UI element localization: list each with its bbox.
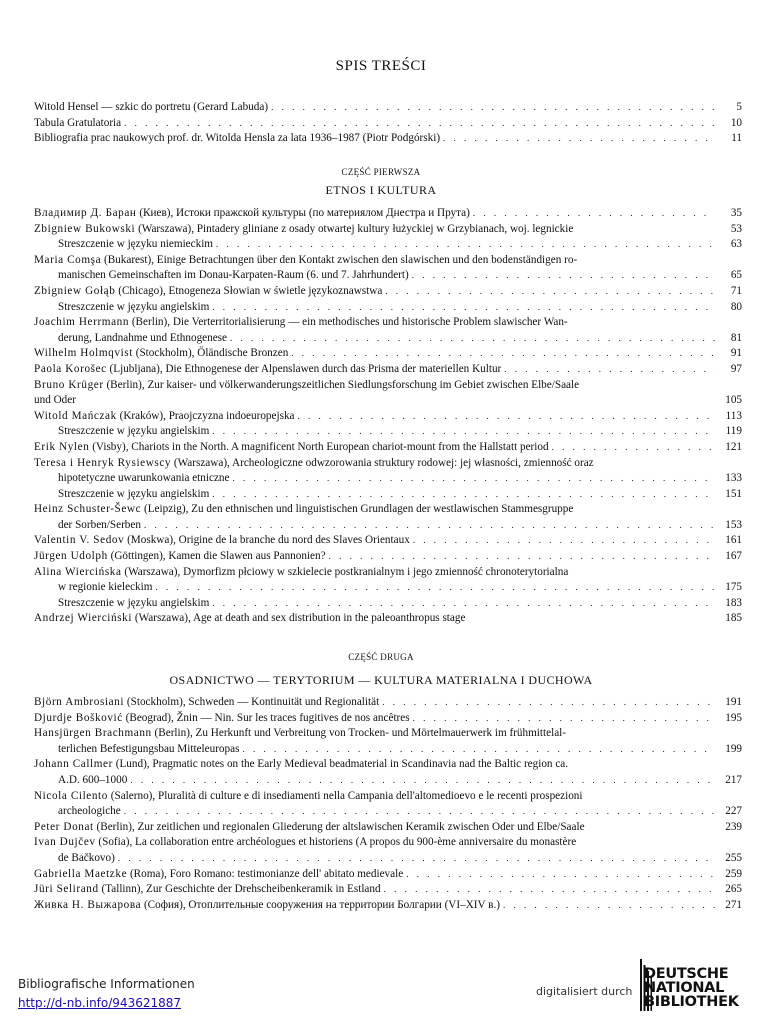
toc-entry-title: Bibliografia prac naukowych prof. dr. Witolda Hensla za lata 1936–1987 (Piotr Podgórski) bbox=[34, 132, 441, 145]
toc-entry bbox=[34, 549, 742, 565]
toc-entry bbox=[34, 711, 742, 727]
toc-entry-author: Valentin V. Sedov bbox=[34, 534, 125, 547]
toc-entry-author: Nicola Cilento bbox=[34, 789, 108, 802]
toc-entry-author: Johann Callmer bbox=[34, 758, 113, 771]
dot-leader bbox=[413, 533, 715, 549]
toc-entry-author: Владимир Д. Баран bbox=[34, 207, 137, 219]
toc-entry-page: 65 bbox=[730, 269, 742, 282]
toc-entry-page: 255 bbox=[725, 851, 742, 864]
toc-entry bbox=[34, 222, 742, 238]
toc-entry-page: 119 bbox=[725, 425, 742, 438]
toc-entry-text bbox=[34, 851, 115, 867]
dot-leader bbox=[503, 898, 715, 914]
toc-entry bbox=[34, 253, 742, 269]
toc-entry-author: Ivan Dujčev bbox=[34, 836, 96, 849]
toc-entry-page: 81 bbox=[730, 331, 742, 344]
toc-entry-title: und Oder bbox=[34, 394, 76, 407]
toc-entry-title: (Berlin), Zu Herkunft und Verbreitung von Trocken- und Mörtelmauerwerk im frühmittelal- bbox=[154, 727, 567, 740]
toc-entry-text bbox=[34, 440, 549, 456]
toc-entry-author: Jüri Selirand bbox=[34, 883, 99, 896]
toc-entry-title: (Roma), Foro Romano: testimonianze dell' abitato medievale bbox=[129, 867, 404, 880]
toc-entry-title: terlichen Befestigungsbau Mitteleuropas bbox=[58, 742, 240, 755]
dnb-link[interactable]: http://d-nb.info/943621887 bbox=[18, 996, 182, 1010]
toc-entry-title: Streszczenie w języku angielskim bbox=[58, 425, 210, 438]
toc-entry-page: 11 bbox=[731, 132, 742, 145]
toc-entry-author: Gabriella Maetzke bbox=[34, 867, 128, 880]
toc-entry-title: archeologiche bbox=[58, 805, 121, 818]
dot-leader bbox=[130, 773, 715, 789]
dot-leader bbox=[124, 804, 715, 820]
toc-entry-text bbox=[34, 378, 718, 394]
toc-entry-title: Witold Hensel — szkic do portretu (Gerard Labuda) bbox=[34, 101, 269, 113]
toc-entry-text bbox=[34, 424, 209, 440]
toc-entry-title: (Киев), Истоки пражской культуры (по материялом Днестра и Прута) bbox=[139, 207, 470, 219]
toc-entry-text bbox=[34, 867, 403, 883]
toc-entry-text bbox=[34, 300, 209, 316]
toc-entry bbox=[34, 471, 742, 487]
toc-entry bbox=[34, 773, 742, 789]
toc-entry bbox=[34, 882, 742, 898]
toc-entry-text bbox=[34, 898, 500, 914]
toc-entry-title: (Chicago), Etnogeneza Słowian w świetle językoznawstwa bbox=[118, 284, 383, 297]
toc-entry-title: (Ljubljana), Die Ethnogenese der Alpenslawen durch das Prisma der materiellen Kultur bbox=[109, 362, 502, 375]
toc-entry bbox=[34, 820, 742, 836]
toc-entry-author: Andrzej Wierciński bbox=[34, 612, 133, 625]
toc-entry bbox=[34, 518, 742, 534]
toc-part-two bbox=[34, 695, 742, 913]
toc-entry-page: 5 bbox=[736, 101, 742, 113]
toc-entry-title: (Leipzig), Zu den ethnischen und linguistischen Grundlagen der westlawischen Stammesgruppe bbox=[143, 503, 574, 516]
toc-entry-page: 183 bbox=[725, 596, 742, 609]
toc-entry-page: 35 bbox=[730, 207, 742, 219]
toc-entry-text bbox=[34, 268, 409, 284]
toc-entry-page: 71 bbox=[730, 284, 742, 297]
toc-entry-page: 175 bbox=[725, 581, 742, 594]
toc-entry-page: 227 bbox=[725, 805, 742, 818]
toc-entry-text bbox=[34, 346, 288, 362]
toc-entry-author: Björn Ambrosiani bbox=[34, 696, 125, 708]
toc-entry bbox=[34, 424, 742, 440]
toc-entry-page: 97 bbox=[730, 362, 742, 375]
toc-entry-page: 151 bbox=[725, 487, 742, 500]
bibliographic-info-label: Bibliografische Informationen bbox=[18, 977, 195, 991]
dot-leader bbox=[443, 131, 715, 147]
dot-leader bbox=[552, 440, 715, 456]
toc-entry-text bbox=[34, 742, 239, 758]
toc-entry-title: (Stockholm), Schweden — Kontinuität und Regionalität bbox=[126, 696, 380, 708]
toc-entry bbox=[34, 456, 742, 472]
toc-entry-title: A.D. 600–1000 bbox=[58, 773, 128, 786]
toc-entry-text bbox=[34, 116, 121, 132]
toc-entry-text bbox=[34, 820, 712, 836]
toc-entry-title: (Warszawa), Dymorfizm płciowy w szkielecie postkranialnym i jego zmienność chronoterytorialna bbox=[124, 565, 569, 578]
toc-entry-text bbox=[34, 611, 712, 627]
toc-entry-text bbox=[34, 565, 718, 581]
toc-entry bbox=[34, 804, 742, 820]
toc-entry-page: 161 bbox=[725, 534, 742, 547]
dot-leader bbox=[384, 882, 715, 898]
toc-entry bbox=[34, 346, 742, 362]
toc-entry-page: 133 bbox=[725, 472, 742, 485]
toc-entry bbox=[34, 851, 742, 867]
toc-entry bbox=[34, 100, 742, 116]
digitized-by-label: digitalisiert durch bbox=[536, 985, 633, 998]
toc-entry-title: (Visby), Chariots in the North. A magnificent North European chariot-mount from the Hallstatt period bbox=[92, 440, 549, 453]
toc-entry-author: Zbigniew Bukowski bbox=[34, 222, 136, 235]
toc-entry-page: 191 bbox=[725, 696, 742, 708]
toc-entry-page: 195 bbox=[725, 711, 742, 724]
toc-entry bbox=[34, 789, 742, 805]
toc-entry-title: (Warszawa), Age at death and sex distribution in the paleoanthropus stage bbox=[134, 612, 466, 625]
toc-entry-page: 167 bbox=[725, 550, 742, 563]
dnb-logo-line: BIBLIOTHEK bbox=[644, 994, 739, 1010]
toc-entry-page: 217 bbox=[725, 773, 742, 786]
toc-entry bbox=[34, 695, 742, 711]
dot-leader bbox=[242, 742, 715, 758]
toc-entry-text bbox=[34, 726, 718, 742]
toc-entry-author: Jürgen Udolph bbox=[34, 550, 108, 563]
dot-leader bbox=[406, 867, 715, 883]
toc-entry-author: Heinz Schuster-Šewc bbox=[34, 503, 142, 516]
toc-entry-title: (Bukarest), Einige Betrachtungen über den Kontakt zwischen den slawischen und den bodenständigen ro- bbox=[103, 253, 578, 266]
dot-leader bbox=[382, 695, 715, 711]
dot-leader bbox=[216, 237, 715, 253]
toc-entry-title: (Göttingen), Kamen die Slawen aus Pannonien? bbox=[110, 550, 326, 563]
toc-entry-page: 53 bbox=[730, 222, 742, 235]
toc-entry bbox=[34, 393, 742, 409]
toc-entry-title: Streszczenie w języku angielskim bbox=[58, 596, 210, 609]
toc-entry bbox=[34, 237, 742, 253]
toc-entry-title: (Warszawa), Pintadery gliniane z osady otwartej kultury łużyckiej w Grzybianach, woj. legnickie bbox=[138, 222, 574, 235]
dnb-logo-text bbox=[644, 967, 739, 1009]
toc-entry-author: Witold Mańczak bbox=[34, 409, 117, 422]
toc-entry-title: Streszczenie w języku angielskim bbox=[58, 487, 210, 500]
toc-entry-page: 80 bbox=[730, 300, 742, 313]
toc-entry-page: 91 bbox=[730, 347, 742, 360]
toc-entry bbox=[34, 726, 742, 742]
toc-entry-author: Maria Comşa bbox=[34, 253, 102, 266]
toc-entry-page: 105 bbox=[725, 394, 742, 407]
toc-entry-author: Paola Korošec bbox=[34, 362, 107, 375]
toc-entry bbox=[34, 409, 742, 425]
toc-front-matter bbox=[34, 100, 742, 147]
toc-entry-text bbox=[34, 222, 712, 238]
toc-entry-author: Djurdje Bošković bbox=[34, 711, 123, 724]
toc-entry bbox=[34, 867, 742, 883]
toc-entry bbox=[34, 565, 742, 581]
dot-leader bbox=[504, 362, 715, 378]
toc-entry bbox=[34, 742, 742, 758]
toc-entry-text bbox=[34, 596, 209, 612]
toc-entry-text bbox=[34, 711, 410, 727]
toc-entry-text bbox=[34, 773, 127, 789]
toc-entry-author: Teresa i Henryk Rysiewscy bbox=[34, 456, 172, 469]
dot-leader bbox=[144, 518, 715, 534]
toc-entry bbox=[34, 533, 742, 549]
toc-entry bbox=[34, 378, 742, 394]
toc-entry-page: 199 bbox=[725, 742, 742, 755]
toc-entry-title: (Berlin), Die Verterritorialisierung — ein methodisches und historische Problem slawischer Wan- bbox=[131, 316, 568, 329]
toc-entry-title: (Warszawa), Archeologiczne odwzorowania struktury rodowej: jej własności, zmienność oraz bbox=[173, 456, 594, 469]
toc-entry-text bbox=[34, 409, 295, 425]
toc-entry bbox=[34, 835, 742, 851]
toc-entry-text bbox=[34, 487, 209, 503]
dot-leader bbox=[212, 596, 715, 612]
toc-entry-text bbox=[34, 518, 141, 534]
dot-leader bbox=[291, 346, 715, 362]
toc-entry-title: (Berlin), Zur kaiser- und völkerwanderungszeitlichen Siedlungsforschung im Gebiet zwischen Elbe/Saale bbox=[106, 378, 580, 391]
toc-entry-author: Alina Wiercińska bbox=[34, 565, 122, 578]
toc-entry-text bbox=[34, 835, 718, 851]
dnb-logo bbox=[640, 955, 748, 1011]
toc-entry bbox=[34, 580, 742, 596]
dot-leader bbox=[271, 100, 715, 116]
toc-entry-page: 63 bbox=[730, 238, 742, 251]
toc-entry-page: 239 bbox=[725, 820, 742, 833]
toc-entry-title: (Stockholm), Öländische Bronzen bbox=[135, 347, 289, 360]
dot-leader bbox=[230, 331, 715, 347]
toc-entry bbox=[34, 315, 742, 331]
toc-entry bbox=[34, 757, 742, 773]
toc-entry-title: (Berlin), Zur zeitlichen und regionalen Gliederung der altslawischen Keramik zwischen Oder und Elbe/Saale bbox=[96, 820, 585, 833]
toc-entry-page: 153 bbox=[725, 518, 742, 531]
toc-entry-author: Bruno Krüger bbox=[34, 378, 104, 391]
toc-entry-page: 271 bbox=[725, 898, 742, 911]
dot-leader bbox=[329, 549, 715, 565]
toc-entry-author: Wilhelm Holmqvist bbox=[34, 347, 133, 360]
toc-entry-title: (Tallinn), Zur Geschichte der Drehscheibenkeramik in Estland bbox=[101, 883, 381, 896]
toc-entry bbox=[34, 131, 742, 147]
toc-entry-text bbox=[34, 695, 379, 711]
page-title: SPIS TREŚCI bbox=[335, 58, 427, 74]
part-one-title: ETNOS I KULTURA bbox=[325, 183, 437, 197]
dot-leader bbox=[232, 471, 715, 487]
toc-entry-text bbox=[34, 237, 213, 253]
dot-leader bbox=[118, 851, 715, 867]
toc-entry-text bbox=[34, 362, 501, 378]
toc-entry-text bbox=[34, 206, 470, 222]
part-two-title: OSADNICTWO — TERYTORIUM — KULTURA MATERIALNA I DUCHOWA bbox=[169, 673, 593, 687]
toc-entry-title: Streszczenie w języku niemieckim bbox=[58, 238, 214, 251]
toc-entry-text bbox=[34, 393, 712, 409]
toc-entry-author: Zbigniew Gołąb bbox=[34, 284, 116, 297]
toc-entry-title: (Moskwa), Origine de la branche du nord des Slaves Orientaux bbox=[127, 534, 410, 547]
toc-entry-text bbox=[34, 533, 410, 549]
toc-entry bbox=[34, 611, 742, 627]
toc-entry-title: (Lund), Pragmatic notes on the Early Medieval beadmaterial in Scandinavia nad the Baltic region ca. bbox=[115, 758, 569, 771]
dnb-logo-line: DEUTSCHE bbox=[644, 966, 729, 982]
toc-entry bbox=[34, 331, 742, 347]
toc-entry-author: Joachim Herrmann bbox=[34, 316, 130, 329]
toc-entry-page: 10 bbox=[730, 116, 742, 129]
toc-entry-title: hipotetyczne uwarunkowania etniczne bbox=[58, 472, 230, 485]
dot-leader bbox=[212, 424, 715, 440]
toc-entry-page: 265 bbox=[725, 883, 742, 896]
toc-entry-text bbox=[34, 131, 440, 147]
toc-entry bbox=[34, 300, 742, 316]
toc-entry bbox=[34, 116, 742, 132]
toc-entry-text bbox=[34, 331, 227, 347]
toc-entry-author: Erik Nylen bbox=[34, 440, 90, 453]
part-one-label: CZĘŚĆ PIERWSZA bbox=[341, 167, 421, 177]
dot-leader bbox=[412, 268, 715, 284]
toc-entry bbox=[34, 596, 742, 612]
toc-entry bbox=[34, 487, 742, 503]
toc-entry-author: Hansjürgen Brachmann bbox=[34, 727, 152, 740]
toc-entry-author: Живка Н. Выжарова bbox=[34, 898, 142, 911]
toc-entry-title: (Salerno), Pluralità di culture e di insediamenti nella Campania dell'altomedioevo e le recenti prospezioni bbox=[110, 789, 583, 802]
toc-entry-title: w regionie kieleckim bbox=[58, 581, 153, 594]
toc-entry-title: manischen Gemeinschaften im Donau-Karpaten-Raum (6. und 7. Jahrhundert) bbox=[58, 269, 409, 282]
toc-entry-text bbox=[34, 789, 718, 805]
toc-entry bbox=[34, 268, 742, 284]
toc-entry-text bbox=[34, 882, 381, 898]
toc-entry-text bbox=[34, 580, 152, 596]
toc-entry-text bbox=[34, 757, 718, 773]
toc-entry-title: (Beograd), Žnin — Nin. Sur les traces fugitives de nos ancêtres bbox=[125, 711, 410, 724]
dot-leader bbox=[473, 206, 715, 222]
toc-entry bbox=[34, 284, 742, 300]
toc-entry-text bbox=[34, 471, 229, 487]
toc-entry-text bbox=[34, 315, 718, 331]
dot-leader bbox=[124, 116, 715, 132]
dot-leader bbox=[413, 711, 715, 727]
dnb-logo-line: NATIONAL bbox=[644, 980, 725, 996]
toc-entry-text bbox=[34, 253, 718, 269]
toc-entry-text bbox=[34, 804, 121, 820]
toc-entry-page: 121 bbox=[725, 440, 742, 453]
toc-entry-page: 259 bbox=[725, 867, 742, 880]
toc-entry-text bbox=[34, 502, 718, 518]
toc-entry-title: derung, Landnahme und Ethnogenese bbox=[58, 331, 228, 344]
toc-entry-title: de Bačkovo) bbox=[58, 851, 115, 864]
toc-entry-text bbox=[34, 100, 268, 116]
toc-entry-page: 113 bbox=[725, 409, 742, 422]
toc-entry-title: Tabula Gratulatoria bbox=[34, 116, 122, 129]
dot-leader bbox=[298, 409, 715, 425]
toc-part-one bbox=[34, 206, 742, 627]
toc-entry-text bbox=[34, 549, 326, 565]
toc-entry-page: 185 bbox=[725, 612, 742, 625]
toc-entry-text bbox=[34, 456, 718, 472]
toc-entry bbox=[34, 440, 742, 456]
toc-entry-title: (Sofia), La collaboration entre archéologues et historiens (A propos du 900-ème anniversaire du monastère bbox=[98, 836, 577, 849]
toc-entry-text bbox=[34, 284, 382, 300]
dot-leader bbox=[155, 580, 715, 596]
toc-entry-author: Peter Donat bbox=[34, 820, 94, 833]
dot-leader bbox=[212, 487, 715, 503]
toc-entry-title: der Sorben/Serben bbox=[58, 518, 141, 531]
toc-entry-title: (София), Отоплительные сооружения на территории Болгарии (VI–XIV в.) bbox=[143, 898, 500, 911]
toc-entry-title: Streszczenie w języku angielskim bbox=[58, 300, 210, 313]
toc-entry bbox=[34, 502, 742, 518]
part-two-label: CZĘŚĆ DRUGA bbox=[348, 652, 414, 662]
toc-entry bbox=[34, 898, 742, 914]
toc-entry-title: (Kraków), Praojczyzna indoeuropejska bbox=[119, 409, 295, 422]
toc-entry bbox=[34, 362, 742, 378]
toc-entry bbox=[34, 206, 742, 222]
dot-leader bbox=[385, 284, 715, 300]
dot-leader bbox=[212, 300, 715, 316]
